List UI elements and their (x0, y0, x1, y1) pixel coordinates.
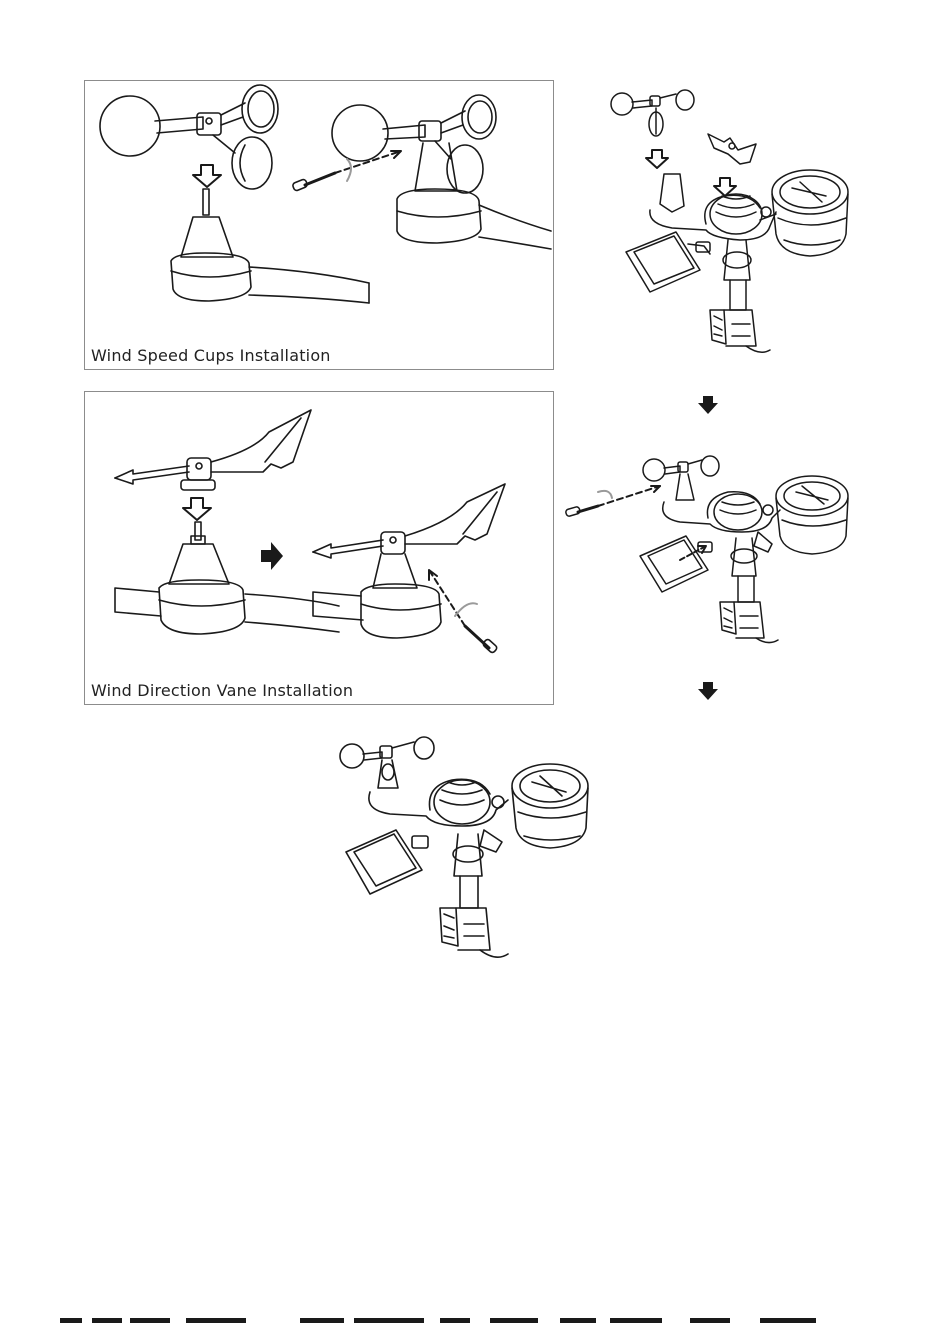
mounting-pole (710, 240, 770, 352)
rain-gauge (776, 476, 848, 554)
down-arrow-icon (646, 150, 668, 168)
wind-cups-left (100, 85, 278, 189)
mounting-pole (720, 538, 778, 643)
rain-gauge (512, 764, 588, 848)
sensor-array-assembled (330, 736, 610, 986)
wind-cups-top (611, 90, 694, 136)
screwdriver-icon (292, 173, 335, 191)
sensor-hub (663, 492, 780, 532)
sensor-array-step-1 (600, 84, 850, 374)
mounting-pole (440, 834, 508, 957)
screwdriver-icon (565, 506, 598, 517)
wind-cups-right (332, 95, 551, 249)
wind-vane-fin (754, 532, 772, 552)
wind-vane-fin (480, 830, 502, 852)
screwdriver-icon (465, 626, 498, 654)
step-arrow-icon (698, 396, 718, 414)
solar-panel (640, 536, 712, 592)
wind-speed-cups-illustration (85, 81, 553, 369)
anemometer-base-left (171, 189, 369, 303)
wind-direction-vane-caption: Wind Direction Vane Installation (91, 681, 354, 700)
wind-speed-cups-panel (84, 80, 554, 370)
cropped-text-strip (0, 1316, 933, 1324)
rain-gauge (772, 170, 848, 256)
solar-panel (346, 830, 428, 894)
wind-cups-mounted (643, 456, 719, 500)
wind-speed-cups-caption: Wind Speed Cups Installation (91, 346, 331, 365)
wind-cups-mounted (340, 737, 434, 788)
sensor-hub (650, 174, 776, 240)
step-arrow-icon (698, 682, 718, 700)
down-arrow-icon (183, 498, 211, 520)
vane-base-left (115, 522, 339, 634)
wind-vane-top (708, 134, 756, 164)
wind-direction-vane-illustration (85, 392, 553, 704)
right-arrow-icon (261, 542, 283, 570)
wind-vane-right (313, 484, 505, 638)
sensor-array-step-2 (558, 452, 858, 662)
wind-vane-left (115, 410, 311, 490)
down-arrow-icon (714, 178, 736, 196)
wind-direction-vane-panel (84, 391, 554, 705)
sensor-hub (369, 779, 508, 826)
solar-panel (626, 232, 710, 292)
down-arrow-icon (193, 165, 221, 187)
